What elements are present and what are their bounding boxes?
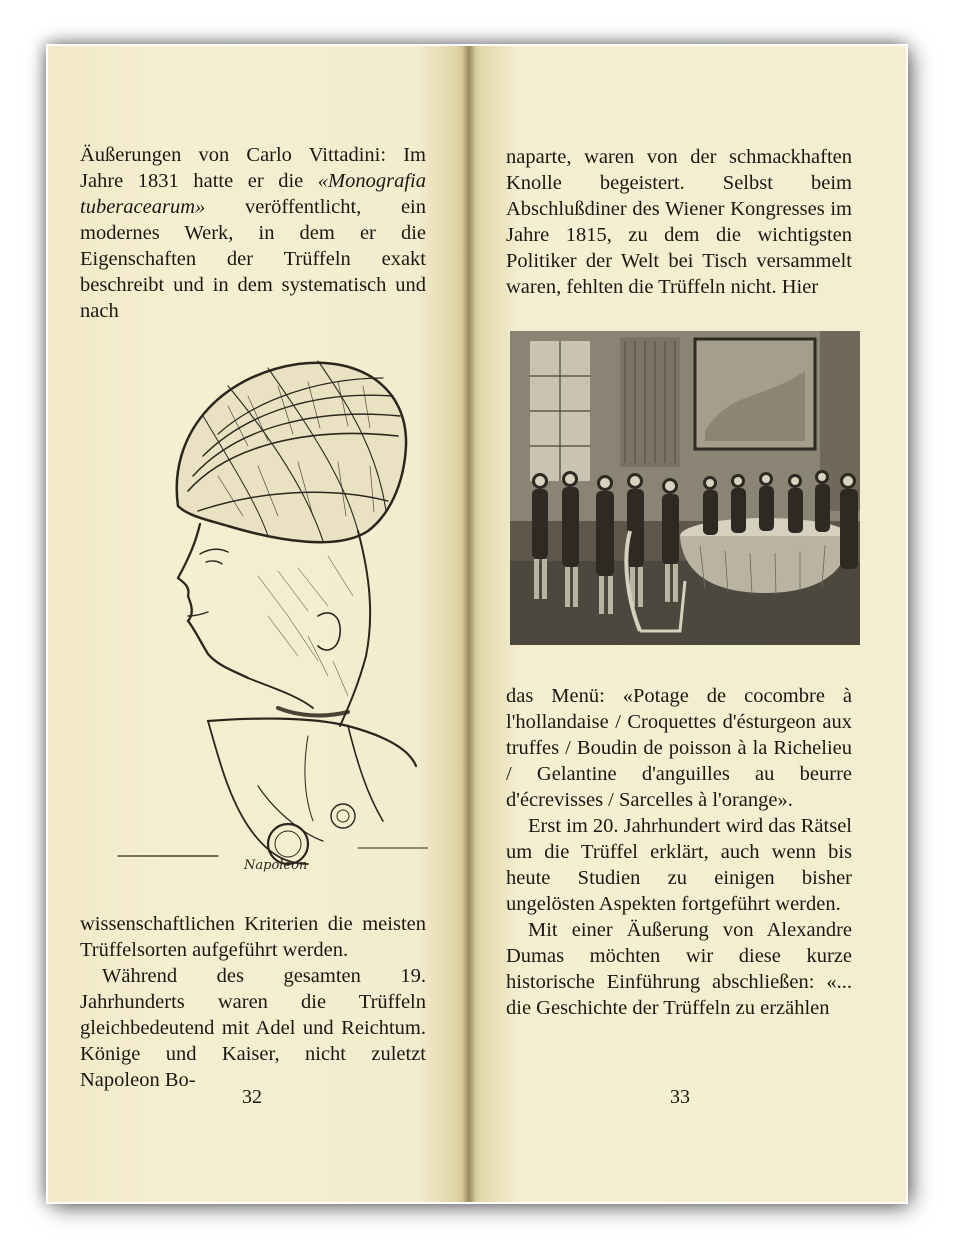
menu-paragraph: das Menü: «Potage de cocombre à l'hollandaise / Croquettes d'ésturgeon aux truffes / Boudin de poisson à la Richelieu / Gelantine d'anguilles au beurre d'écrevisses / Sarcelles à l'orange». <box>506 685 852 811</box>
right-paragraph-3: Mit einer Äußerung von Alexandre Dumas möchten wir diese kurze historische Einführung abschließen: «... die Geschichte der Trüffeln zu erzählen <box>506 919 852 1019</box>
vittadini-text-start: Äußerungen von Carlo Vittadini: Im Jahre 1831 hatte er die <box>80 144 426 192</box>
page-number-left: 32 <box>242 1086 262 1108</box>
vienna-congress-engraving <box>510 331 860 645</box>
book-spread <box>48 46 906 1202</box>
napoleon-portrait-illustration <box>108 316 428 876</box>
right-paragraph-2: Erst im 20. Jahrhundert wird das Rätsel um die Trüffel erklärt, auch wenn bis heute Studien zu einigen bisher ungelösten Aspekten fortgeführt werden. <box>506 815 852 915</box>
monografia-title: «Monografia tuberacearum» <box>80 170 426 218</box>
left-page-bottom-text <box>80 911 426 1093</box>
page-number-right: 33 <box>670 1086 690 1108</box>
portrait-caption: Napoleon <box>244 858 308 873</box>
right-paragraph-top: naparte, waren von der schmackhaften Knolle begeistert. Selbst beim Abschlußdiner des Wiener Kongresses im Jahre 1815, zu dem die wichtigsten Politiker der Welt bei Tisch versammelt waren, fehlten die Trüffeln nicht. Hier <box>506 146 852 298</box>
left-paragraph-2: Während des gesamten 19. Jahrhunderts waren die Trüffeln gleichbedeutend mit Adel und Reichtum. Könige und Kaiser, nicht zuletzt Napoleon Bo- <box>80 965 426 1091</box>
right-page-top-text <box>506 144 852 300</box>
left-paragraph-1: wissenschaftlichen Kriterien die meisten Trüffelsorten aufgeführt werden. <box>80 913 426 961</box>
vittadini-text-end: veröffentlicht, ein modernes Werk, in dem er die Eigenschaften der Trüffeln exakt beschreibt und in dem systematisch und nach <box>80 196 426 322</box>
book-gutter <box>462 46 476 1202</box>
right-page <box>468 46 906 1202</box>
left-page <box>48 46 468 1202</box>
left-page-top-text <box>80 142 426 324</box>
right-page-bottom-text <box>506 683 852 1021</box>
